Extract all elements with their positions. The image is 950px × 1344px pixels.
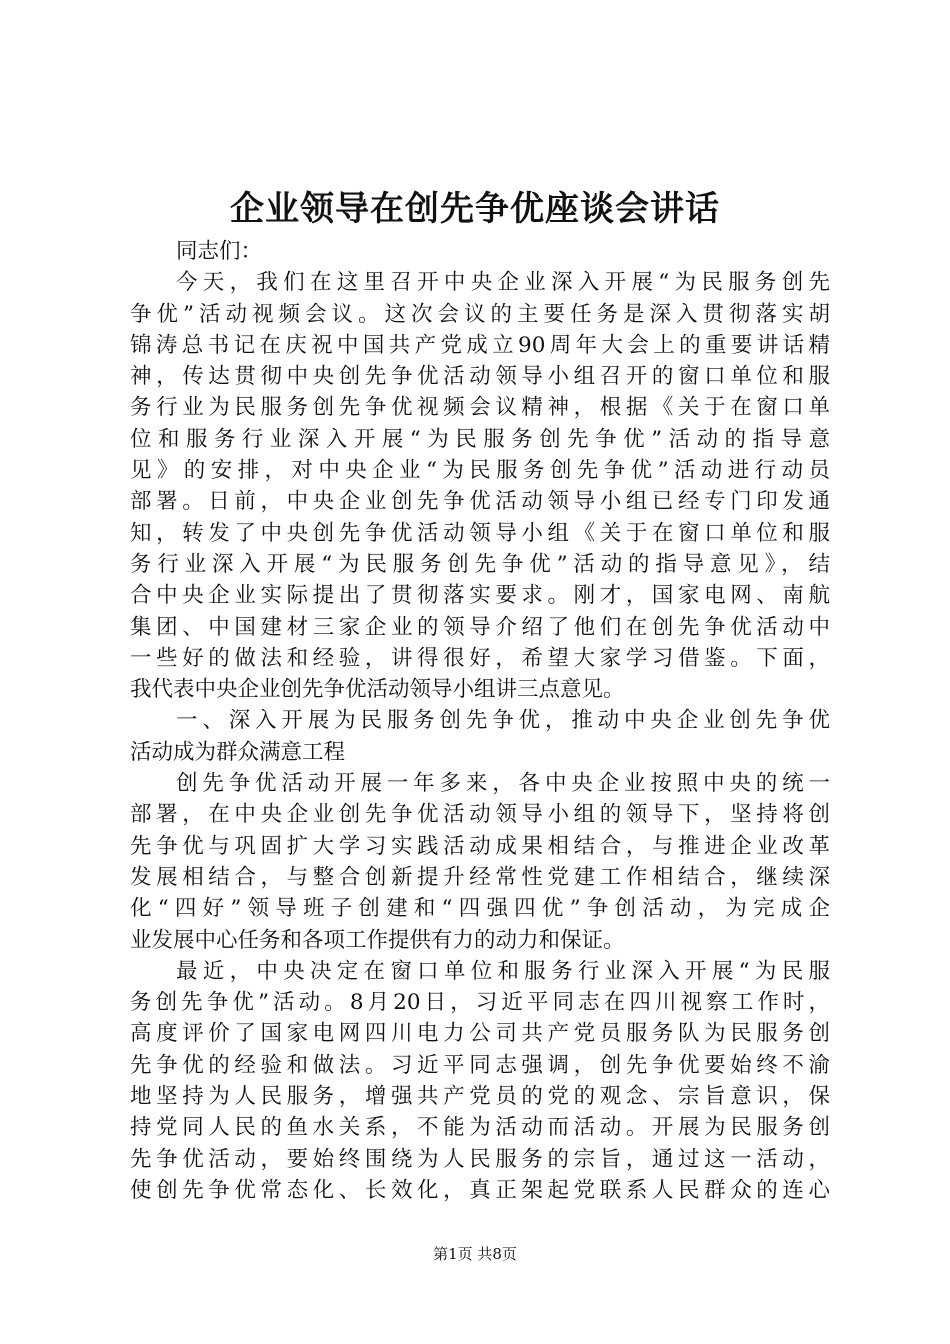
- paragraph-line: 务行业为民服务创先争优视频会议精神，根据《关于在窗口单: [130, 395, 830, 421]
- paragraph-line: 神，传达贯彻中央创先争优活动领导小组召开的窗口单位和服: [130, 364, 830, 390]
- paragraph-line: 集团、中国建材三家企业的领导介绍了他们在创先争优活动中: [130, 614, 830, 640]
- section-heading-line: 一、深入开展为民服务创先争优，推动中央企业创先争优: [176, 708, 830, 734]
- paragraph-line: 发展相结合，与整合创新提升经常性党建工作相结合，继续深: [130, 864, 830, 890]
- paragraph-line: 地坚持为人民服务，增强共产党员的党的观念、宗旨意识，保: [130, 1084, 830, 1110]
- paragraph-line: 持党同人民的鱼水关系，不能为活动而活动。开展为民服务创: [130, 1115, 830, 1141]
- paragraph-line: 知，转发了中央创先争优活动领导小组《关于在窗口单位和服: [130, 520, 830, 546]
- document-body: [130, 236, 830, 1206]
- paragraph-line: 先争优与巩固扩大学习实践活动成果相结合，与推进企业改革: [130, 833, 830, 859]
- paragraph-line: 部署。日前，中央企业创先争优活动领导小组已经专门印发通: [130, 489, 830, 515]
- paragraph-line: 部署，在中央企业创先争优活动领导小组的领导下，坚持将创: [130, 802, 830, 828]
- paragraph-line: 创先争优活动开展一年多来，各中央企业按照中央的统一: [176, 771, 830, 797]
- document-title: 企业领导在创先争优座谈会讲话: [230, 189, 720, 229]
- paragraph-line: 我代表中央企业创先争优活动领导小组讲三点意见。: [130, 677, 625, 703]
- paragraph-line: 化“四好”领导班子创建和“四强四优”争创活动，为完成企: [130, 896, 830, 922]
- paragraph-line: 业发展中心任务和各项工作提供有力的动力和保证。: [130, 927, 625, 953]
- salutation-line: 同志们：: [176, 239, 263, 264]
- paragraph-line: 锦涛总书记在庆祝中国共产党成立90周年大会上的重要讲话精: [130, 332, 830, 358]
- paragraph-line: 务行业深入开展“为民服务创先争优”活动的指导意见》，结: [130, 551, 830, 577]
- paragraph-line: 位和服务行业深入开展“为民服务创先争优”活动的指导意: [130, 426, 830, 452]
- page-number-footer: 第1页 共8页: [433, 1245, 517, 1263]
- paragraph-line: 合中央企业实际提出了贯彻落实要求。刚才，国家电网、南航: [130, 583, 830, 609]
- paragraph-line: 使创先争优常态化、长效化，真正架起党联系人民群众的连心: [130, 1177, 830, 1203]
- paragraph-line: 先争优的经验和做法。习近平同志强调，创先争优要始终不渝: [130, 1052, 830, 1078]
- paragraph-line: 高度评价了国家电网四川电力公司共产党员服务队为民服务创: [130, 1021, 830, 1047]
- paragraph-line: 见》的安排，对中央企业“为民服务创先争优”活动进行动员: [130, 458, 830, 484]
- paragraph-line: 务创先争优”活动。8月20日，习近平同志在四川视察工作时，: [130, 990, 830, 1016]
- paragraph-line: 一些好的做法和经验，讲得很好，希望大家学习借鉴。下面，: [130, 645, 830, 671]
- paragraph-line: 先争优活动，要始终围绕为人民服务的宗旨，通过这一活动，: [130, 1146, 830, 1172]
- section-heading-line: 活动成为群众满意工程: [130, 739, 346, 765]
- paragraph-line: 争优”活动视频会议。这次会议的主要任务是深入贯彻落实胡: [130, 301, 830, 327]
- paragraph-line: 今天，我们在这里召开中央企业深入开展“为民服务创先: [176, 270, 830, 296]
- paragraph-line: 最近，中央决定在窗口单位和服务行业深入开展“为民服: [176, 958, 830, 984]
